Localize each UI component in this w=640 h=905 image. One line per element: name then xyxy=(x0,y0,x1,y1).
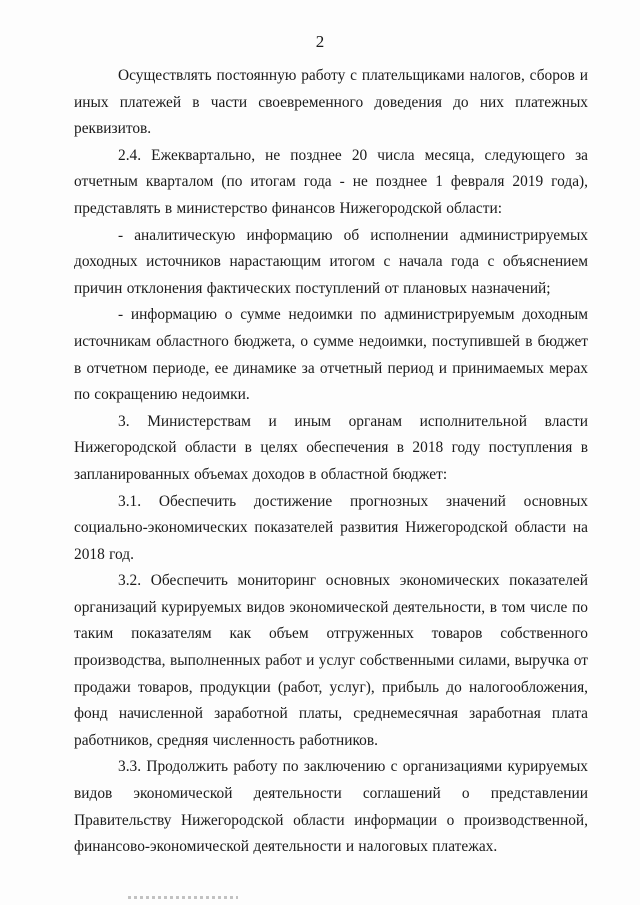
paragraph-3-3: 3.3. Продолжить работу по заключению с организациями курируемых видов экономической деятельности соглашений о представлении Правительству Нижегородской области информации о производственной, финансово-экономической деятельности и налоговых платежах. xyxy=(74,758,588,856)
paragraph-3-2: 3.2. Обеспечить мониторинг основных экономических показателей организаций курируемых видов экономической деятельности, в том числе по таким показателям как объем отгруженных товаров собственного производства, выполненных работ и услуг собственными силами, выручка от продажи товаров, продукции (работ, услуг), прибыль до налогообложения, фонд начисленной заработной платы, среднемесячная заработная плата работников, средняя численность работников. xyxy=(74,572,588,749)
document-body xyxy=(74,63,588,861)
paragraph-analytic-info: - аналитическую информацию об исполнении администрируемых доходных источников нарастающим итогом с начала года с объяснением причин отклонения фактических поступлений от плановых назначений; xyxy=(74,226,588,297)
paragraph-2-4: 2.4. Ежеквартально, не позднее 20 числа месяца, следующего за отчетным кварталом (по итогам года - не позднее 1 февраля 2019 года), представлять в министерство финансов Нижегородской области: xyxy=(74,146,588,217)
paragraph-arrears-info: - информацию о сумме недоимки по администрируемым доходным источникам областного бюджета, о сумме недоимки, поступившей в бюджет в отчетном периоде, ее динамике за отчетный период и принимаемых мерах по сокращению недоимки. xyxy=(74,306,588,404)
page-number: 2 xyxy=(315,32,325,51)
paragraph-3: 3. Министерствам и иным органам исполнительной власти Нижегородской области в целях обеспечения в 2018 году поступления в запланированных объемах доходов в областной бюджет: xyxy=(74,412,588,483)
paragraph-payer-work: Осуществлять постоянную работу с плательщиками налогов, сборов и иных платежей в части своевременного доведения до них платежных реквизитов. xyxy=(74,67,588,138)
scan-edge-artifact xyxy=(128,896,238,899)
paragraph-3-1: 3.1. Обеспечить достижение прогнозных значений основных социально-экономических показателей развития Нижегородской области на 2018 год. xyxy=(74,492,588,563)
